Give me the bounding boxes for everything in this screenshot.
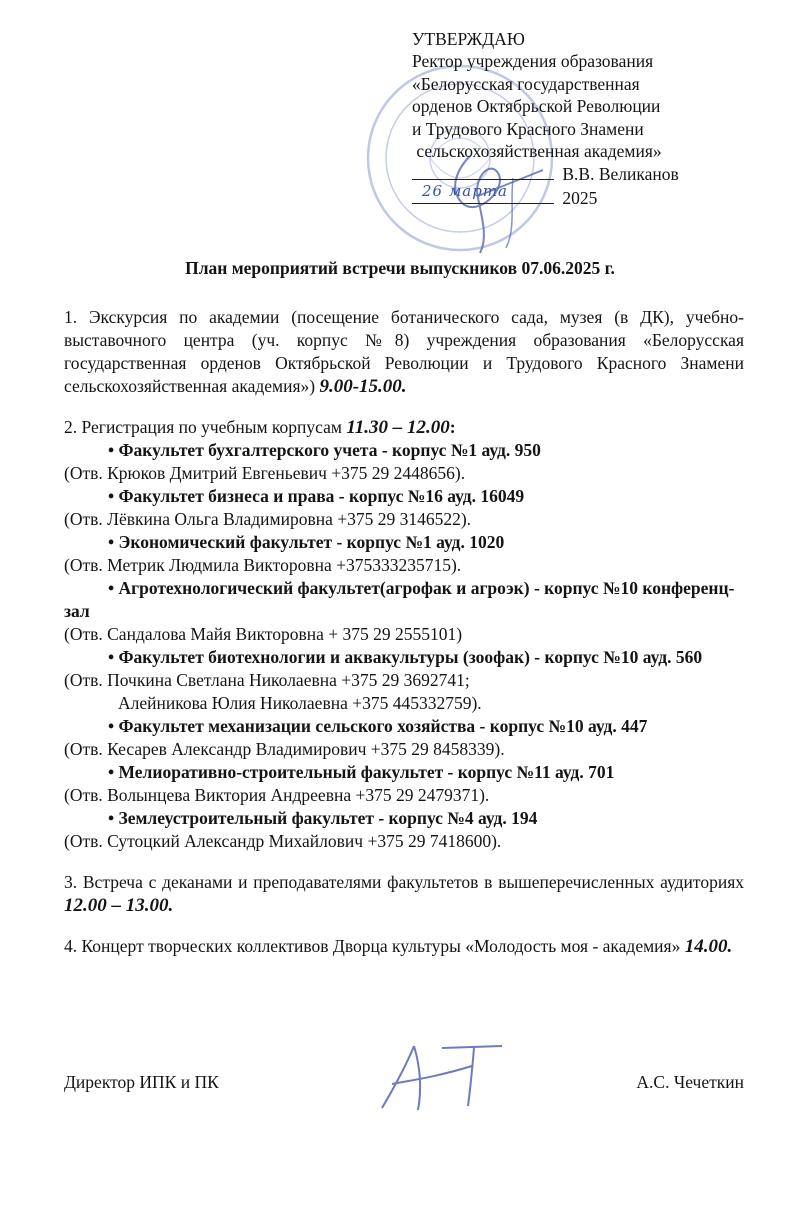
approval-signer: В.В. Великанов: [562, 164, 679, 185]
faculty-entry: [64, 577, 744, 646]
item-concert: [64, 935, 744, 958]
faculty-responsible: (Отв. Метрик Людмила Викторовна +375333235715).: [64, 555, 462, 575]
faculty-name: • Землеустроительный факультет - корпус №4 ауд. 194: [108, 808, 538, 828]
registration-heading: [64, 416, 744, 439]
document-body: [64, 306, 753, 976]
item-text: 1. Экскурсия по академии (посещение ботанического сада, музея (в ДК), учебно-выставочного центра (уч. корпус №8) учреждения образования «Белорусская государственная орденов Октябрьской Революции и Трудового Красного Знамени сельскохозяйственная академия»): [64, 307, 744, 396]
faculty-responsible: (Отв. Волынцева Виктория Андреевна +375 29 2479371).: [64, 785, 490, 805]
signer-name: А.С. Чечеткин: [636, 1072, 744, 1092]
faculty-name: • Агротехнологический факультет(агрофак и агроэк) - корпус №10 конференц-зал: [64, 578, 735, 621]
faculty-responsible: (Отв. Сутоцкий Александр Михайлович +375 29 7418600).: [64, 831, 502, 851]
approval-line: и Трудового Красного Знамени: [412, 118, 644, 139]
item-excursion: [64, 306, 744, 398]
faculty-responsible: (Отв. Кесарев Александр Владимирович +375 29 8458339).: [64, 739, 505, 759]
item-text: 4. Концерт творческих коллективов Дворца культуры «Молодость моя - академия»: [64, 936, 685, 956]
faculty-entry: [64, 715, 744, 761]
faculty-name: • Мелиоративно-строительный факультет - корпус №11 ауд. 701: [108, 762, 615, 782]
approval-block: [412, 28, 782, 209]
faculty-entry: [64, 531, 744, 577]
item-time: 11.30 – 12.00: [346, 417, 450, 438]
item-text: 3. Встреча с деканами и преподавателями факультетов в вышеперечисленных аудиториях: [64, 872, 753, 892]
approval-line: «Белорусская государственная: [412, 73, 640, 94]
faculty-name: • Факультет биотехнологии и аквакультуры (зоофак) - корпус №10 ауд. 560: [108, 647, 703, 667]
faculty-entry: [64, 761, 744, 807]
registration-colon: :: [449, 417, 456, 437]
approval-year: 2025: [562, 187, 598, 208]
faculty-name: • Факультет бизнеса и права - корпус №16 ауд. 16049: [108, 486, 525, 506]
faculty-responsible: (Отв. Сандалова Майя Викторовна + 375 29 2555101): [64, 624, 463, 644]
faculty-responsible: (Отв. Почкина Светлана Николаевна +375 29 3692741;: [64, 670, 470, 690]
approval-line: сельскохозяйственная академия»: [412, 141, 662, 162]
faculty-entry: [64, 485, 744, 531]
approval-line: орденов Октябрьской Революции: [412, 96, 661, 117]
faculty-responsible: (Отв. Лёвкина Ольга Владимировна +375 29 3146522).: [64, 509, 472, 529]
faculty-name: • Факультет бухгалтерского учета - корпус №1 ауд. 950: [108, 440, 541, 460]
item-time: 14.00.: [684, 936, 733, 957]
item-time: 12.00 – 13.00.: [64, 895, 174, 916]
faculty-entry: [64, 807, 744, 853]
date-line: [412, 181, 782, 209]
page-title: План мероприятий встречи выпускников 07.06.2025 г.: [185, 258, 615, 278]
faculty-responsible-2: Алейникова Юлия Николаевна +375 445332759).: [118, 693, 482, 713]
item-text: 2. Регистрация по учебным корпусам: [64, 417, 347, 437]
faculty-entry: [64, 439, 744, 485]
item-registration: [64, 416, 744, 853]
faculty-entry: [64, 646, 744, 715]
director-signature-icon: [362, 1036, 512, 1116]
approval-line: Ректор учреждения образования: [412, 51, 654, 72]
spacer: [64, 853, 744, 871]
signature-blank: [412, 162, 554, 180]
faculty-name: • Факультет механизации сельского хозяйства - корпус №10 ауд. 447: [108, 716, 648, 736]
faculty-name: • Экономический факультет - корпус №1 ауд. 1020: [108, 532, 505, 552]
faculty-responsible: (Отв. Крюков Дмитрий Евгеньевич +375 29 2448656).: [64, 463, 466, 483]
signer-position: Директор ИПК и ПК: [64, 1072, 219, 1092]
handwritten-date: 26 марта: [422, 181, 509, 200]
item-meeting: [64, 871, 753, 917]
item-time: 9.00-15.00.: [319, 376, 407, 397]
approval-heading: УТВЕРЖДАЮ: [412, 29, 525, 49]
